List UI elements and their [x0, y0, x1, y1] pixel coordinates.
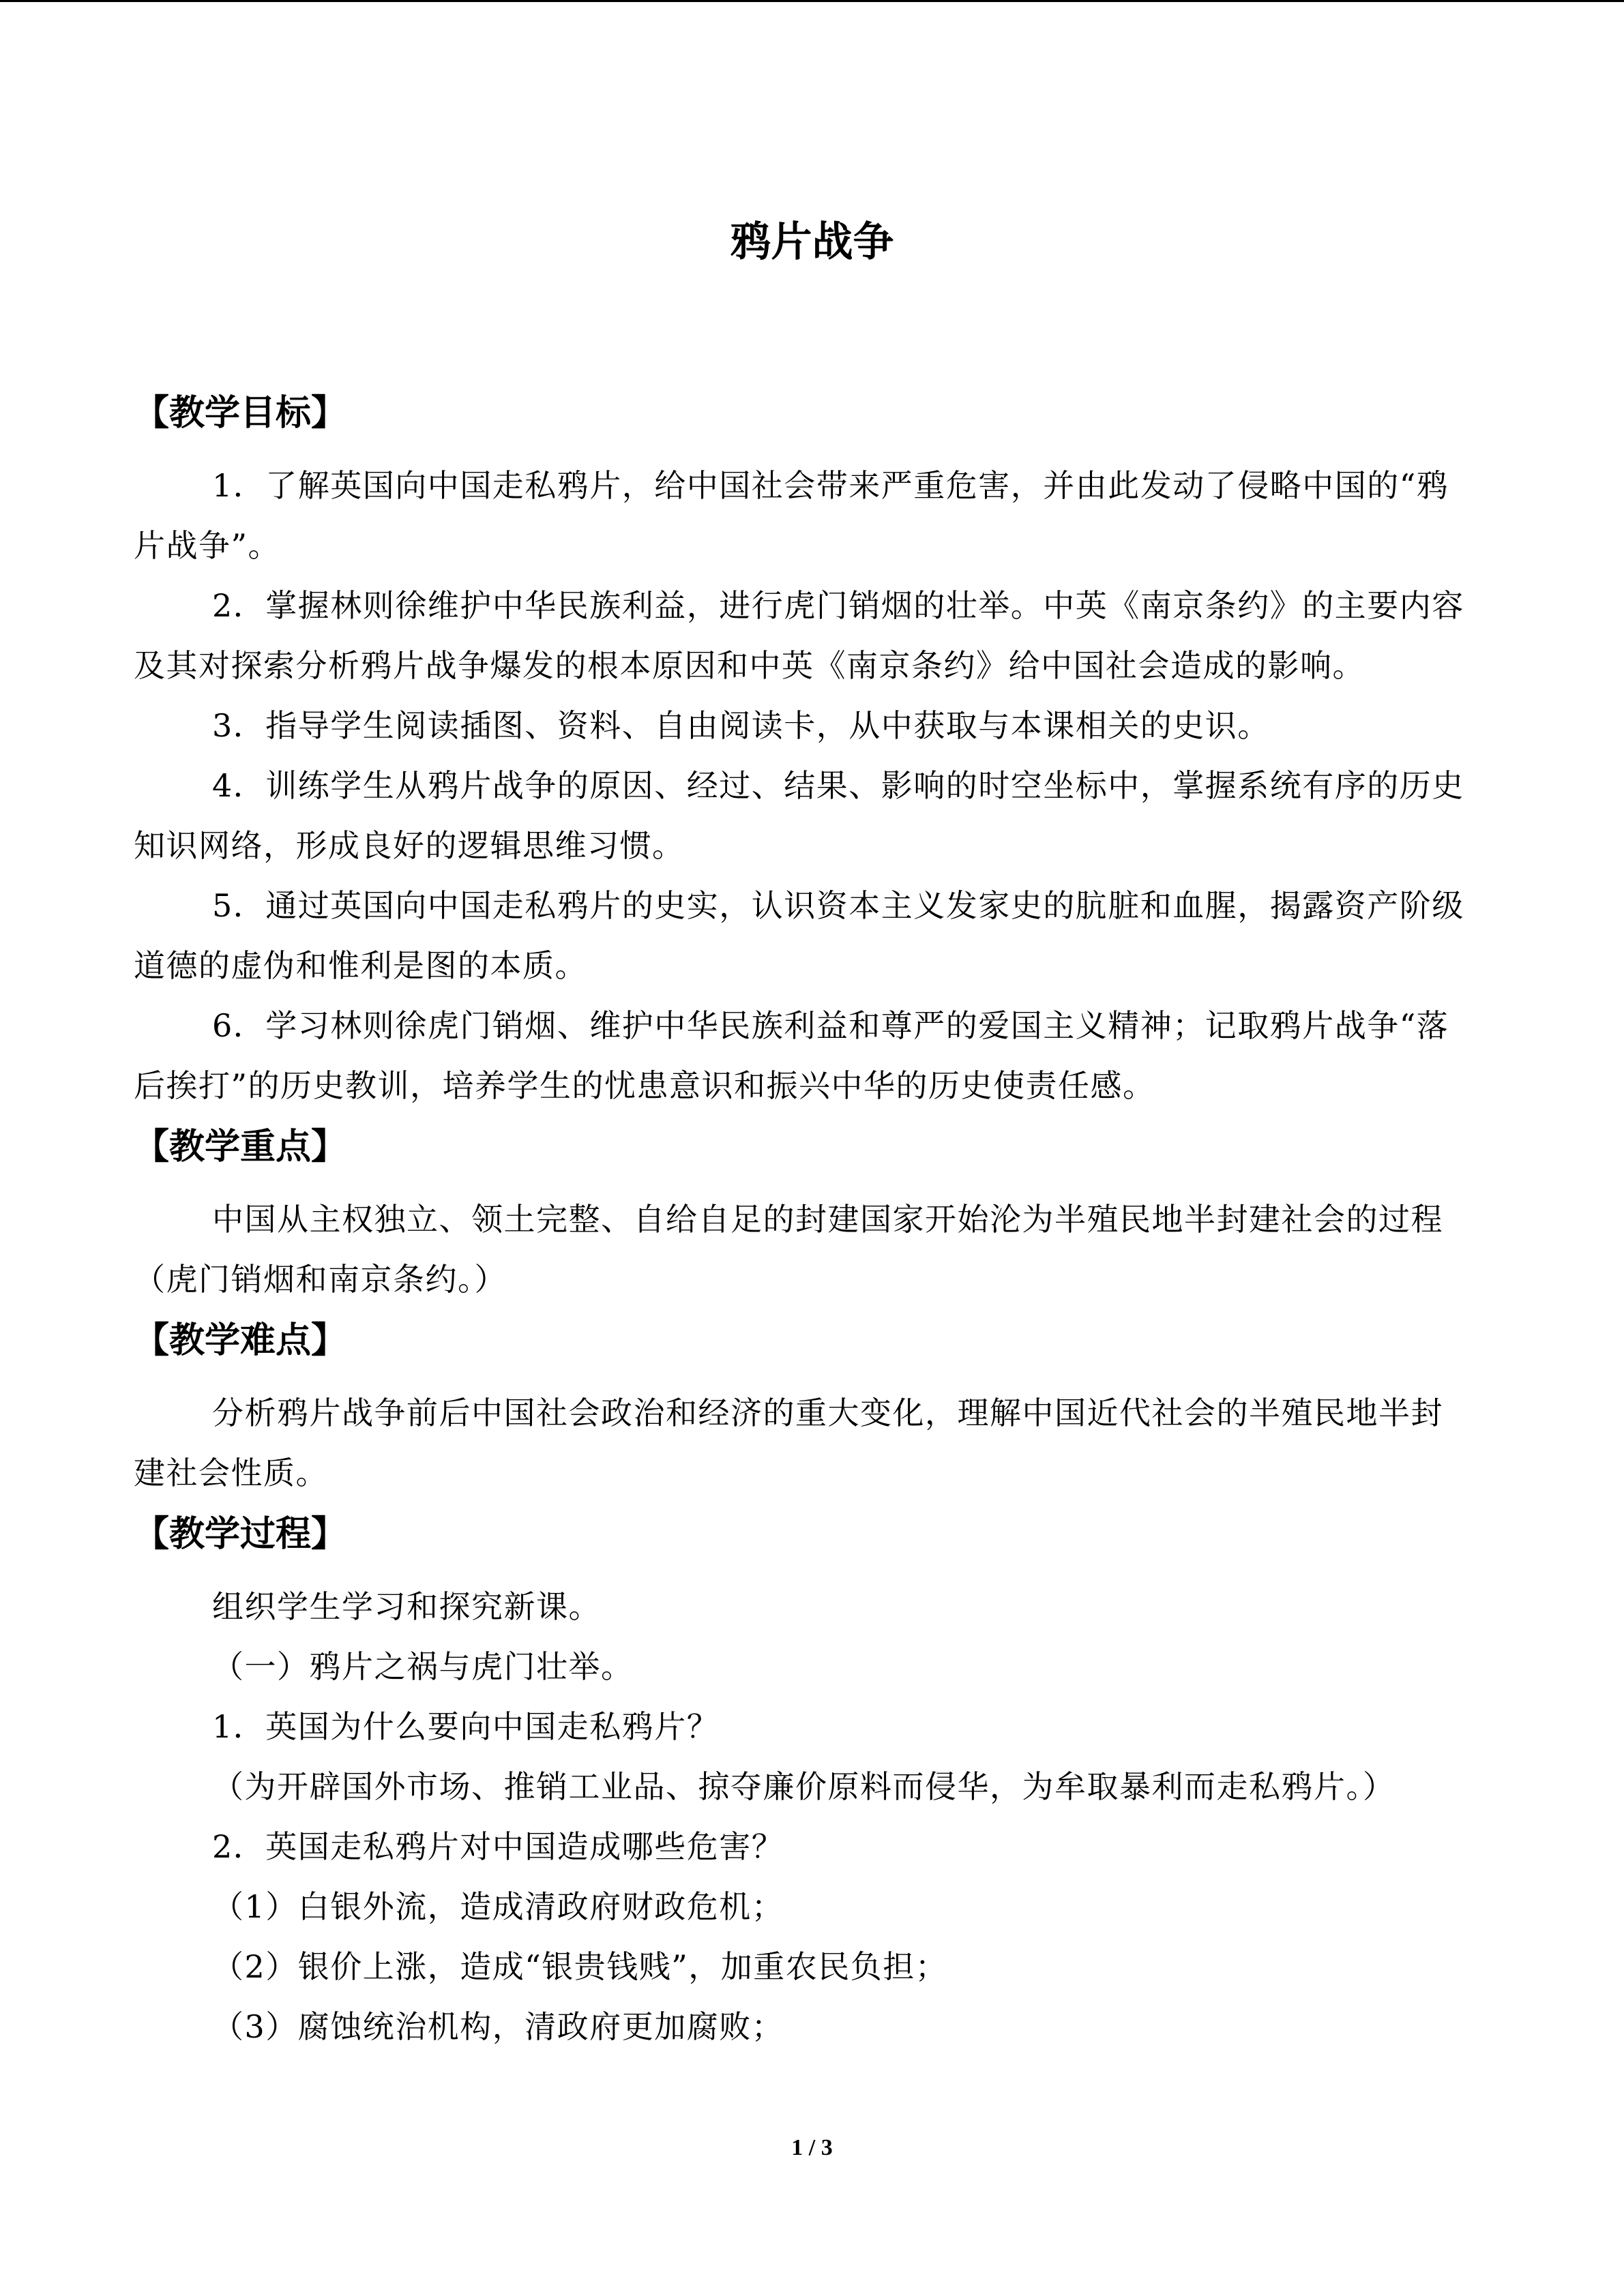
process-line-7: （2）银价上涨，造成“银贵钱贱”，加重农民负担； — [212, 1948, 948, 1985]
process-line-5: 2．英国走私鸦片对中国造成哪些危害？ — [212, 1828, 784, 1865]
process-line-1: 组织学生学习和探究新课。 — [212, 1588, 601, 1625]
document-title: 鸦片战争 — [730, 218, 894, 266]
top-border-line — [0, 0, 1624, 2]
objective-item-4: 4．训练学生从鸦片战争的原因、经过、结果、影响的时空坐标中，掌握系统有序的历史知识网络，形成良好的逻辑思维习惯。 — [134, 767, 1464, 864]
objective-item-2: 2．掌握林则徐维护中华民族利益，进行虎门销烟的壮举。中英《南京条约》的主要内容及其对探索分析鸦片战争爆发的根本原因和中英《南京条约》给中国社会造成的影响。 — [134, 587, 1464, 684]
process-line-4: （为开辟国外市场、推销工业品、掠夺廉价原料而侵华，为牟取暴利而走私鸦片。） — [212, 1768, 1396, 1805]
process-line-8: （3）腐蚀统治机构，清政府更加腐败； — [212, 2008, 784, 2045]
document-body — [134, 382, 1475, 2057]
section-heading-difficulties: 【教学难点】 — [134, 1320, 347, 1361]
key-points-text: 中国从主权独立、领土完整、自给自足的封建国家开始沦为半殖民地半封建社会的过程（虎门销烟和南京条约。） — [134, 1201, 1443, 1298]
section-heading-key-points: 【教学重点】 — [134, 1127, 347, 1167]
section-heading-objectives: 【教学目标】 — [134, 393, 347, 434]
process-line-6: （1）白银外流，造成清政府财政危机； — [212, 1888, 784, 1925]
difficulties-text: 分析鸦片战争前后中国社会政治和经济的重大变化，理解中国近代社会的半殖民地半封建社会性质。 — [134, 1395, 1443, 1491]
process-line-2: （一）鸦片之祸与虎门壮举。 — [212, 1648, 634, 1685]
objective-item-5: 5．通过英国向中国走私鸦片的史实，认识资本主义发家史的肮脏和血腥，揭露资产阶级道德的虚伪和惟利是图的本质。 — [134, 887, 1464, 984]
objective-item-1: 1．了解英国向中国走私鸦片，给中国社会带来严重危害，并由此发动了侵略中国的“鸦片战争”。 — [134, 467, 1449, 564]
process-line-3: 1．英国为什么要向中国走私鸦片？ — [212, 1708, 720, 1745]
page-number: 1 / 3 — [791, 2135, 833, 2160]
objective-item-3: 3．指导学生阅读插图、资料、自由阅读卡，从中获取与本课相关的史识。 — [212, 707, 1270, 744]
section-heading-process: 【教学过程】 — [134, 1514, 347, 1555]
objective-item-6: 6．学习林则徐虎门销烟、维护中华民族利益和尊严的爱国主义精神；记取鸦片战争“落后挨打”的历史教训，培养学生的忧患意识和振兴中华的历史使责任感。 — [134, 1007, 1449, 1104]
